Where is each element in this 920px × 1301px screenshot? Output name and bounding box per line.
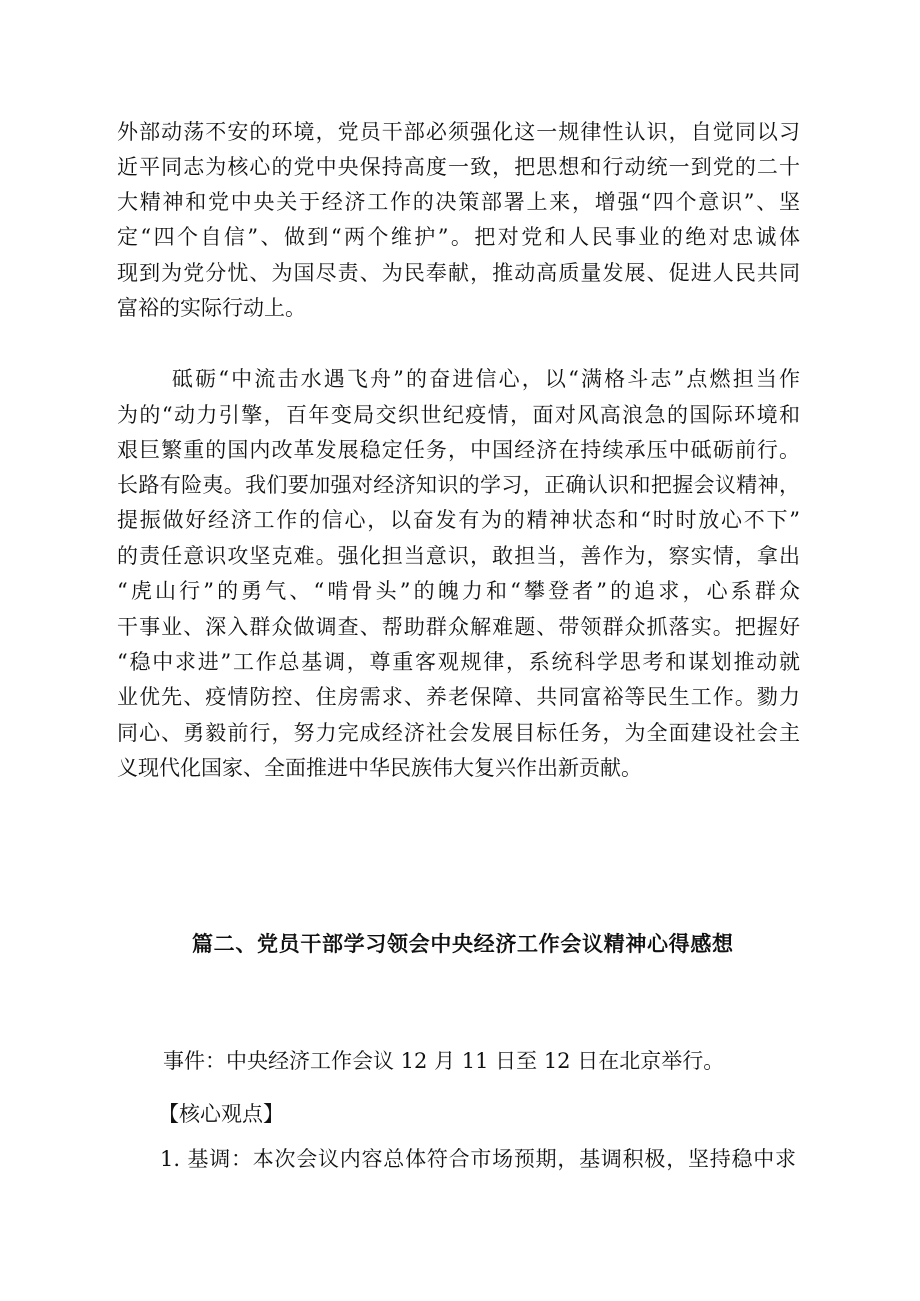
text-line: 同心、勇毅前行，努力完成经济社会发展目标任务，为全面建设社会主: [117, 721, 800, 745]
text-line: “虎山行”的勇气、“啃骨头”的魄力和“攀登者”的追求，心系群众: [117, 579, 800, 603]
core-points-heading: 【核心观点】: [158, 1102, 284, 1126]
section-heading: 篇二、党员干部学习领会中央经济工作会议精神心得感想: [192, 931, 733, 956]
text-line: 近平同志为核心的党中央保持高度一致，把思想和行动统一到党的二十: [117, 155, 800, 179]
text-line: 艰巨繁重的国内改革发展稳定任务，中国经济在持续承压中砥砺前行。: [117, 438, 800, 462]
text-line: 业优先、疫情防控、住房需求、养老保障、共同富裕等民生工作。勠力: [117, 685, 800, 709]
text-line: 提振做好经济工作的信心，以奋发有为的精神状态和“时时放心不下”: [117, 508, 800, 532]
text-line: 定“四个自信”、做到“两个维护”。把对党和人民事业的绝对忠诚体: [117, 225, 800, 249]
text-line: 外部动荡不安的环境，党员干部必须强化这一规律性认识，自觉同以习: [117, 120, 800, 144]
text-line: 的责任意识攻坚克难。强化担当意识，敢担当，善作为，察实情，拿出: [117, 544, 800, 568]
text-line: 大精神和党中央关于经济工作的决策部署上来，增强“四个意识”、坚: [117, 190, 800, 214]
text-line: 富裕的实际行动上。: [117, 296, 306, 320]
text-line: 现到为党分忧、为国尽责、为民奉献，推动高质量发展、促进人民共同: [117, 261, 800, 285]
text-line: “稳中求进”工作总基调，尊重客观规律，系统科学思考和谋划推动就: [117, 650, 800, 674]
text-line: 干事业、深入群众做调查、帮助群众解难题、带领群众抓落实。把握好: [117, 615, 800, 639]
text-line: 长路有险夷。我们要加强对经济知识的学习，正确认识和把握会议精神，: [117, 473, 800, 497]
text-line: 为的“动力引擎，百年变局交织世纪疫情，面对风高浪急的国际环境和: [117, 403, 800, 427]
text-line: 义现代化国家、全面推进中华民族伟大复兴作出新贡献。: [117, 756, 642, 780]
event-line: 事件：中央经济工作会议 12 月 11 日至 12 日在北京举行。: [163, 1049, 725, 1073]
text-line: 砥砺“中流击水遇飞舟”的奋进信心，以“满格斗志”点燃担当作: [172, 367, 800, 391]
point-1: 1. 基调：本次会议内容总体符合市场预期，基调积极，坚持稳中求: [160, 1147, 796, 1171]
